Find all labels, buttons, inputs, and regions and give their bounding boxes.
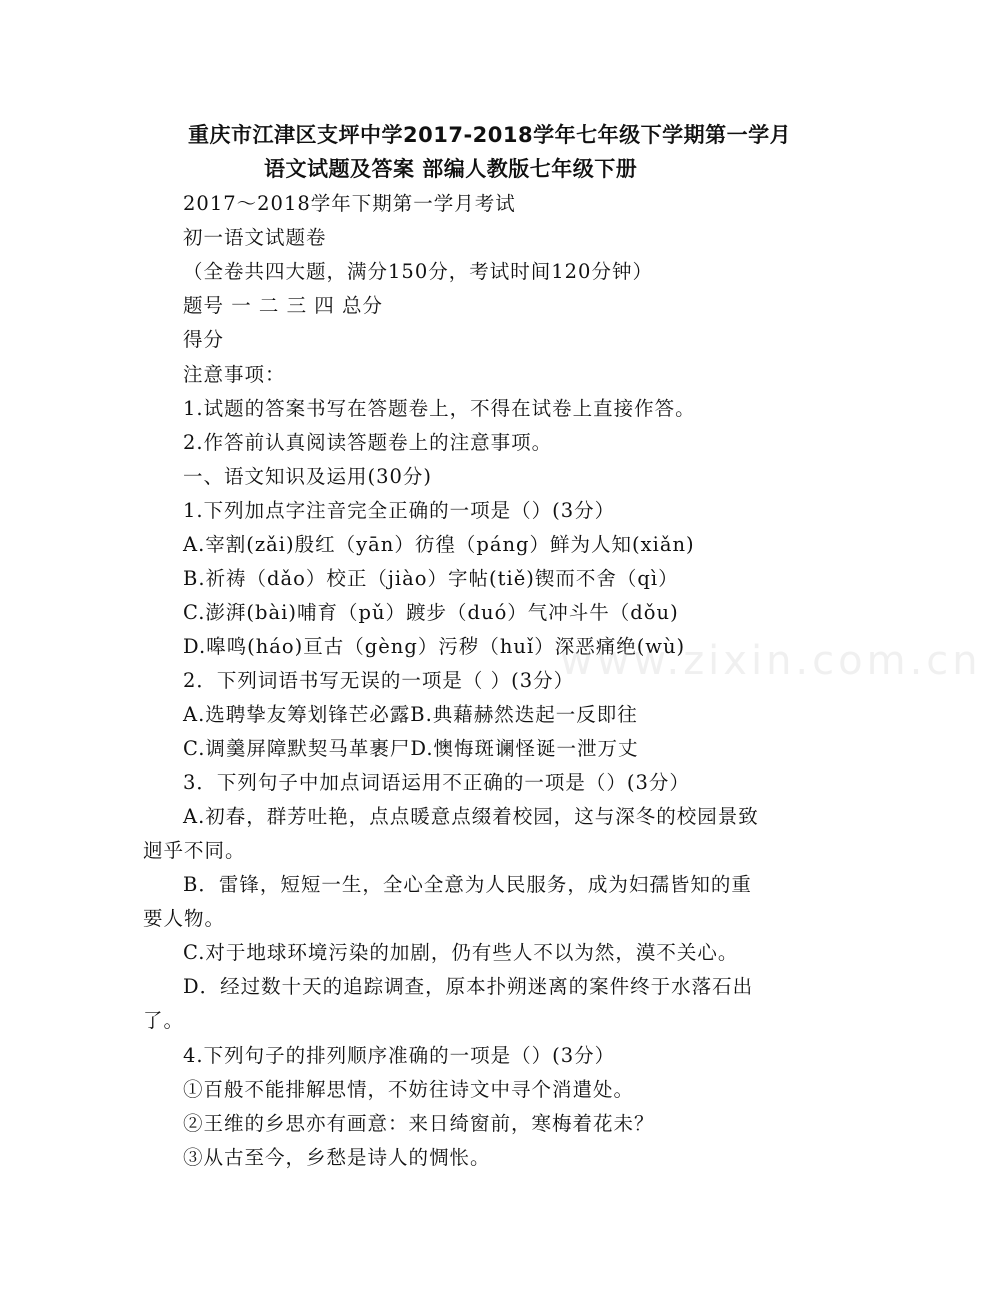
question-4-sentence-3: ③从古至今，乡愁是诗人的惆怅。 [183,1146,491,1169]
question-3-option-b-cont: 要人物。 [143,907,226,930]
score-table-header: 题号 一 二 三 四 总分 [183,294,383,317]
document-title-line-1: 重庆市江津区支坪中学2017-2018学年七年级下学期第一学月 [188,123,792,147]
question-3-option-d-cont: 了。 [143,1009,185,1032]
question-4-stem: 4.下列句子的排列顺序准确的一项是（）(3分） [183,1044,616,1067]
question-3-option-c: C.对于地球环境污染的加剧，仍有些人不以为然，漠不关心。 [183,941,739,964]
document-title-line-2: 语文试题及答案 部编人教版七年级下册 [264,157,638,181]
notice-item-1: 1.试题的答案书写在答题卷上，不得在试卷上直接作答。 [183,397,696,420]
question-1-option-c: C.澎湃(bài)哺育（pǔ）踱步（duó）气冲斗牛（dǒu) [183,601,679,624]
question-3-option-b: B．雷锋，短短一生，全心全意为人民服务，成为妇孺皆知的重 [183,873,752,896]
question-3-option-a-cont: 迥乎不同。 [143,839,246,862]
score-table-row-label: 得分 [183,328,225,351]
notice-item-2: 2.作答前认真阅读答题卷上的注意事项。 [183,431,553,454]
exam-name-line: 2017～2018学年下期第一学月考试 [183,192,516,215]
question-3-option-d: D．经过数十天的追踪调查，原本扑朔迷离的案件终于水落石出 [183,975,754,998]
question-3-stem: 3．下列句子中加点词语运用不正确的一项是（）(3分） [183,771,690,794]
question-2-options-ab: A.选聘挚友筹划锋芒必露B.典藉赫然迭起一反即往 [183,703,638,726]
question-2-stem: 2．下列词语书写无误的一项是（ ）(3分） [183,669,575,692]
notice-heading: 注意事项： [183,363,286,386]
question-1-option-a: A.宰割(zǎi)殷红（yān）彷徨（páng）鲜为人知(xiǎn) [183,533,695,556]
question-4-sentence-1: ①百般不能排解思情，不妨往诗文中寻个消遣处。 [183,1078,635,1101]
question-1-stem: 1.下列加点字注音完全正确的一项是（）(3分） [183,499,616,522]
question-2-options-cd: C.调羹屏障默契马革裹尸D.懊悔斑谰怪诞一泄万丈 [183,737,639,760]
section-heading: 一、语文知识及运用(30分) [183,465,433,488]
watermark: www.zixin.com.cn [560,638,982,684]
question-1-option-d: D.嗥鸣(háo)亘古（gèng）污秽（huǐ）深恶痛绝(wù) [183,635,686,658]
question-1-option-b: B.祈祷（dǎo）校正（jiào）字帖(tiě)锲而不舍（qì） [183,567,679,590]
exam-info-line: （全卷共四大题，满分150分，考试时间120分钟） [183,260,653,283]
paper-name-line: 初一语文试题卷 [183,226,327,249]
question-4-sentence-2: ②王维的乡思亦有画意：来日绮窗前，寒梅着花未？ [183,1112,655,1135]
question-3-option-a: A.初春，群芳吐艳，点点暖意点缀着校园，这与深冬的校园景致 [183,805,759,828]
